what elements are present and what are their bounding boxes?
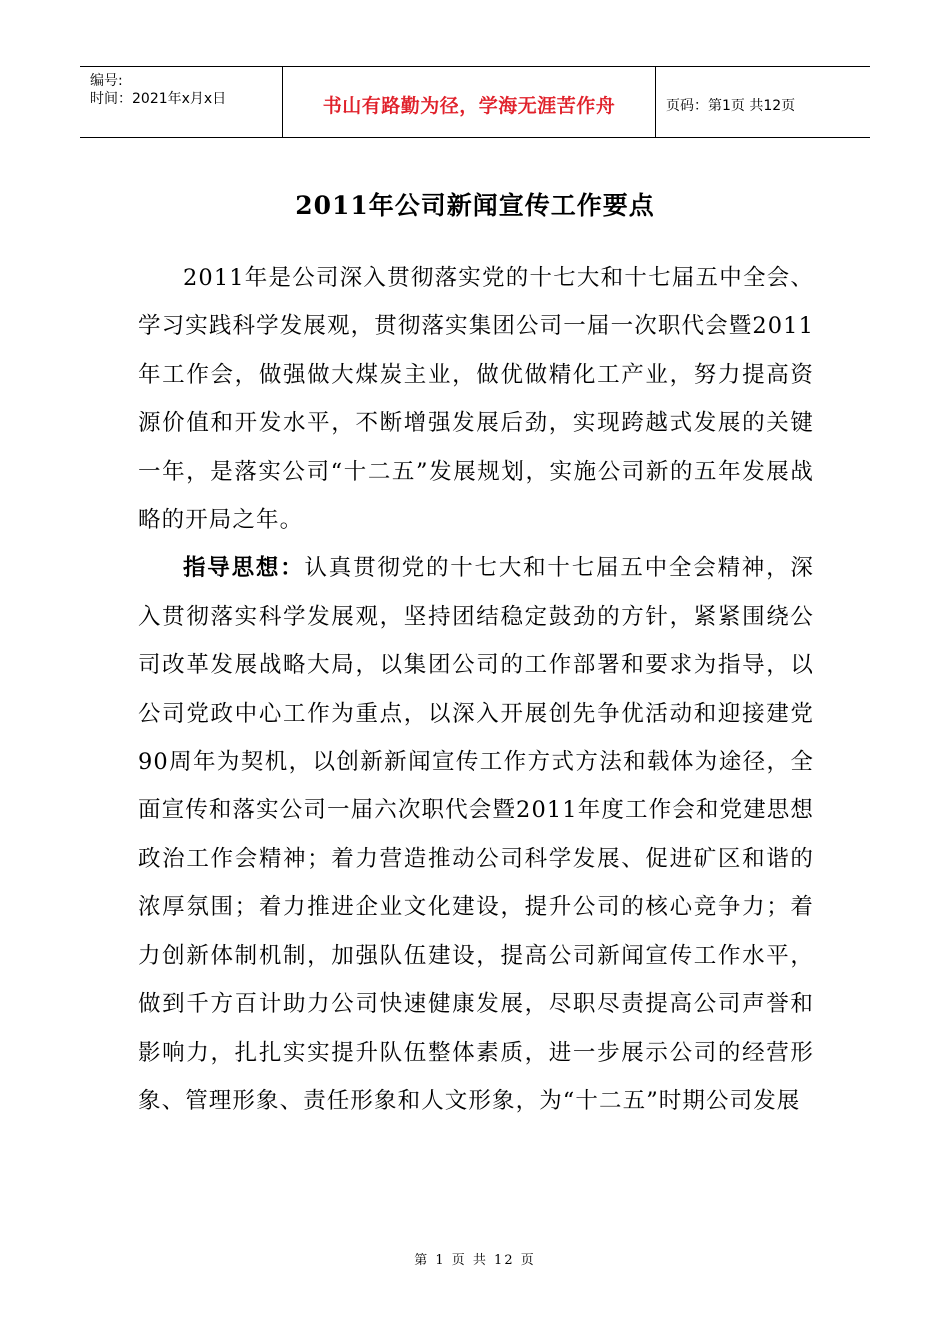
header-page-info: 页码：第1页 共12页 (666, 98, 796, 114)
paragraph-intro: 2011年是公司深入贯彻落实党的十七大和十七届五中全会、学习实践科学发展观，贯彻落实集团公司一届一次职代会暨2011年工作会，做强做大煤炭主业，做优做精化工产业，努力提高资源价值和开发水平，不断增强发展后劲，实现跨越式发展的关键一年，是落实公司“十二五”发展规划，实施公司新的五年发展战略的开局之年。 (138, 265, 814, 534)
header-left-cell (80, 67, 283, 137)
paragraph-guiding-thought (138, 544, 814, 1125)
time-label: 时间：2021年x月x日 (90, 91, 227, 107)
guiding-thought-label: 指导思想： (183, 555, 305, 582)
footer-page-number: 第 1 页 共 12 页 (414, 1253, 536, 1268)
header-table (80, 66, 870, 138)
header-motto-cell (283, 67, 656, 137)
number-label: 编号: (90, 73, 123, 89)
document-body (138, 254, 814, 1125)
guiding-thought-text: 认真贯彻党的十七大和十七届五中全会精神，深入贯彻落实科学发展观，坚持团结稳定鼓劲的方针，紧紧围绕公司改革发展战略大局，以集团公司的工作部署和要求为指导，以公司党政中心工作为重点，以深入开展创先争优活动和迎接建党90周年为契机，以创新新闻宣传工作方式方法和载体为途径，全面宣传和落实公司一届六次职代会暨2011年度工作会和党建思想政治工作会精神；着力营造推动公司科学发展、促进矿区和谐的浓厚氛围；着力推进企业文化建设，提升公司的核心竞争力；着力创新体制机制，加强队伍建设，提高公司新闻宣传工作水平，做到千方百计助力公司快速健康发展，尽职尽责提高公司声誉和影响力，扎扎实实提升队伍整体素质，进一步展示公司的经营形象、管理形象、责任形象和人文形象，为“十二五”时期公司发展 (138, 555, 814, 1114)
motto-text: 书山有路勤为径，学海无涯苦作舟 (322, 95, 616, 117)
header-page-cell (656, 67, 870, 137)
document-title: 2011年公司新闻宣传工作要点 (295, 191, 655, 220)
